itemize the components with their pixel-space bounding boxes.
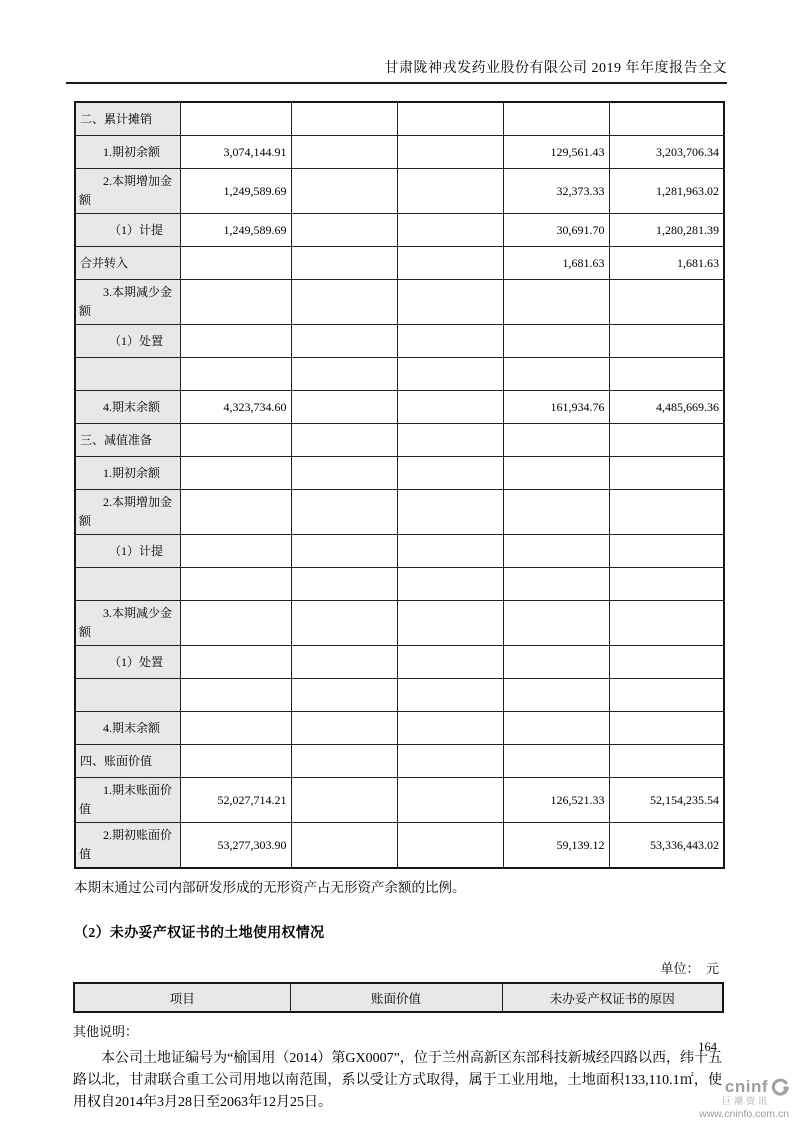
cell-value: 129,561.43 — [503, 136, 609, 169]
row-label: （1）处置 — [75, 325, 180, 358]
cell-empty — [291, 745, 397, 778]
cell-empty — [397, 778, 503, 823]
table-row — [75, 391, 724, 424]
row-label — [75, 679, 180, 712]
cell-empty — [291, 424, 397, 457]
cell-empty — [291, 568, 397, 601]
cell-value: 1,681.63 — [503, 247, 609, 280]
cell-empty — [503, 601, 609, 646]
cell-empty — [291, 535, 397, 568]
cell-empty — [609, 457, 724, 490]
row-label: （1）处置 — [75, 646, 180, 679]
land-table — [73, 982, 724, 1013]
cninfo-logo-url: www.cninfo.com.cn — [699, 1108, 789, 1120]
table-row — [75, 568, 724, 601]
row-label: 二、累计摊销 — [75, 102, 180, 136]
cell-empty — [291, 169, 397, 214]
cell-empty — [609, 535, 724, 568]
cell-empty — [503, 490, 609, 535]
cell-value: 52,154,235.54 — [609, 778, 724, 823]
table-row — [75, 535, 724, 568]
row-label: 1.期初余额 — [75, 136, 180, 169]
cell-empty — [397, 490, 503, 535]
amortization-table — [74, 101, 725, 869]
cell-value: 32,373.33 — [503, 169, 609, 214]
cell-empty — [609, 490, 724, 535]
cell-empty — [397, 457, 503, 490]
cell-value: 126,521.33 — [503, 778, 609, 823]
cell-empty — [180, 457, 291, 490]
cell-empty — [609, 424, 724, 457]
row-label: 1.期末账面价值 — [75, 778, 180, 823]
row-label: 4.期末余额 — [75, 391, 180, 424]
table-row — [75, 679, 724, 712]
cell-value: 3,074,144.91 — [180, 136, 291, 169]
cell-empty — [503, 424, 609, 457]
cell-empty — [503, 535, 609, 568]
cell-empty — [609, 646, 724, 679]
cell-empty — [291, 679, 397, 712]
table-row — [75, 601, 724, 646]
row-label — [75, 358, 180, 391]
cell-empty — [180, 601, 291, 646]
cell-empty — [291, 247, 397, 280]
cell-empty — [180, 247, 291, 280]
cell-empty — [291, 457, 397, 490]
cell-empty — [609, 325, 724, 358]
internal-rd-ratio-note: 本期末通过公司内部研发形成的无形资产占无形资产余额的比例。 — [74, 880, 466, 895]
unit-label: 单位： 元 — [660, 961, 719, 976]
cell-empty — [397, 568, 503, 601]
cell-empty — [609, 712, 724, 745]
cell-empty — [180, 535, 291, 568]
cell-empty — [180, 646, 291, 679]
row-label: 3.本期减少金额 — [75, 601, 180, 646]
cell-empty — [180, 745, 291, 778]
table-row — [75, 247, 724, 280]
table-row — [75, 136, 724, 169]
row-label: （1）计提 — [75, 535, 180, 568]
cell-empty — [291, 646, 397, 679]
row-label: 2.本期增加金额 — [75, 169, 180, 214]
cell-empty — [397, 102, 503, 136]
cell-empty — [397, 823, 503, 869]
cell-empty — [180, 568, 291, 601]
table-row — [75, 823, 724, 869]
cell-empty — [180, 102, 291, 136]
cell-empty — [180, 358, 291, 391]
row-label: 4.期末余额 — [75, 712, 180, 745]
table-row — [75, 646, 724, 679]
row-label: 3.本期减少金额 — [75, 280, 180, 325]
cell-empty — [397, 169, 503, 214]
cell-value: 1,280,281.39 — [609, 214, 724, 247]
cell-empty — [503, 568, 609, 601]
cell-empty — [503, 457, 609, 490]
column-header-reason: 未办妥产权证书的原因 — [502, 983, 723, 1012]
cell-empty — [503, 745, 609, 778]
column-header-book-value: 账面价值 — [290, 983, 502, 1012]
cell-empty — [291, 102, 397, 136]
cell-empty — [609, 601, 724, 646]
cell-empty — [180, 280, 291, 325]
table-row — [75, 712, 724, 745]
cell-value: 161,934.76 — [503, 391, 609, 424]
cell-empty — [609, 102, 724, 136]
column-header-item: 项目 — [74, 983, 290, 1012]
cell-value: 1,281,963.02 — [609, 169, 724, 214]
cell-empty — [609, 745, 724, 778]
cell-empty — [397, 136, 503, 169]
cninfo-logo-subtitle: 巨潮资讯 — [721, 1096, 770, 1106]
cninfo-swirl-icon — [771, 1078, 790, 1097]
cell-empty — [397, 247, 503, 280]
table-row — [75, 102, 724, 136]
cell-empty — [180, 712, 291, 745]
table-row — [75, 490, 724, 535]
cell-value: 1,249,589.69 — [180, 169, 291, 214]
report-title: 甘肃陇神戎发药业股份有限公司 2019 年年度报告全文 — [384, 61, 727, 76]
cell-empty — [291, 136, 397, 169]
cell-value: 53,336,443.02 — [609, 823, 724, 869]
page-number: 164 — [698, 1040, 717, 1054]
cell-value: 1,681.63 — [609, 247, 724, 280]
cell-empty — [397, 358, 503, 391]
row-label: 1.期初余额 — [75, 457, 180, 490]
cell-empty — [609, 280, 724, 325]
row-label — [75, 568, 180, 601]
table-row — [75, 325, 724, 358]
cell-value: 59,139.12 — [503, 823, 609, 869]
cell-empty — [291, 280, 397, 325]
cninfo-logo — [630, 1077, 790, 1120]
cell-empty — [397, 646, 503, 679]
cell-empty — [609, 568, 724, 601]
row-label: 2.期初账面价值 — [75, 823, 180, 869]
table-row — [75, 358, 724, 391]
cell-empty — [397, 712, 503, 745]
table-row — [75, 778, 724, 823]
cell-empty — [180, 679, 291, 712]
cell-value: 4,323,734.60 — [180, 391, 291, 424]
cell-empty — [609, 358, 724, 391]
cell-empty — [397, 391, 503, 424]
land-section-heading: （2）未办妥产权证书的土地使用权情况 — [74, 926, 325, 941]
cell-empty — [503, 280, 609, 325]
cell-empty — [291, 778, 397, 823]
cell-empty — [397, 214, 503, 247]
cell-empty — [291, 490, 397, 535]
cell-value: 52,027,714.21 — [180, 778, 291, 823]
cell-empty — [180, 424, 291, 457]
row-label: 四、账面价值 — [75, 745, 180, 778]
amortization-table-body — [75, 102, 724, 868]
cell-empty — [291, 358, 397, 391]
cell-empty — [503, 358, 609, 391]
cninfo-logo-text: cninf — [724, 1077, 768, 1096]
cell-empty — [291, 214, 397, 247]
cell-empty — [503, 102, 609, 136]
cell-empty — [291, 712, 397, 745]
cell-empty — [503, 712, 609, 745]
cell-value: 1,249,589.69 — [180, 214, 291, 247]
page-header — [66, 57, 727, 84]
cell-empty — [397, 325, 503, 358]
cell-empty — [397, 601, 503, 646]
other-note-label: 其他说明： — [73, 1024, 139, 1039]
cell-empty — [291, 823, 397, 869]
cell-value: 3,203,706.34 — [609, 136, 724, 169]
cell-empty — [503, 646, 609, 679]
cell-empty — [291, 391, 397, 424]
cell-value: 30,691.70 — [503, 214, 609, 247]
row-label: 合并转入 — [75, 247, 180, 280]
cell-empty — [180, 325, 291, 358]
cell-empty — [503, 325, 609, 358]
cell-empty — [397, 280, 503, 325]
cell-value: 4,485,669.36 — [609, 391, 724, 424]
cell-value: 53,277,303.90 — [180, 823, 291, 869]
row-label: 2.本期增加金额 — [75, 490, 180, 535]
cell-empty — [397, 679, 503, 712]
table-row — [75, 280, 724, 325]
cell-empty — [397, 745, 503, 778]
row-label: （1）计提 — [75, 214, 180, 247]
row-label: 三、减值准备 — [75, 424, 180, 457]
cell-empty — [397, 535, 503, 568]
cell-empty — [503, 679, 609, 712]
table-header-row — [74, 983, 723, 1012]
table-row — [75, 214, 724, 247]
cell-empty — [397, 424, 503, 457]
cell-empty — [609, 679, 724, 712]
cell-empty — [180, 490, 291, 535]
table-row — [75, 745, 724, 778]
cell-empty — [291, 601, 397, 646]
table-row — [75, 457, 724, 490]
table-row — [75, 424, 724, 457]
table-row — [75, 169, 724, 214]
land-description-paragraph: 本公司土地证编号为“榆国用（2014）第GX0007”，位于兰州高新区东部科技新城经四路以西，纬十五路以北，甘肃联合重工公司用地以南范围，系以受让方式取得，属于工业用地，土地面积133,110.1㎡，使用权自2014年3月28日至2063年12月25日。 — [73, 1051, 722, 1110]
cell-empty — [291, 325, 397, 358]
